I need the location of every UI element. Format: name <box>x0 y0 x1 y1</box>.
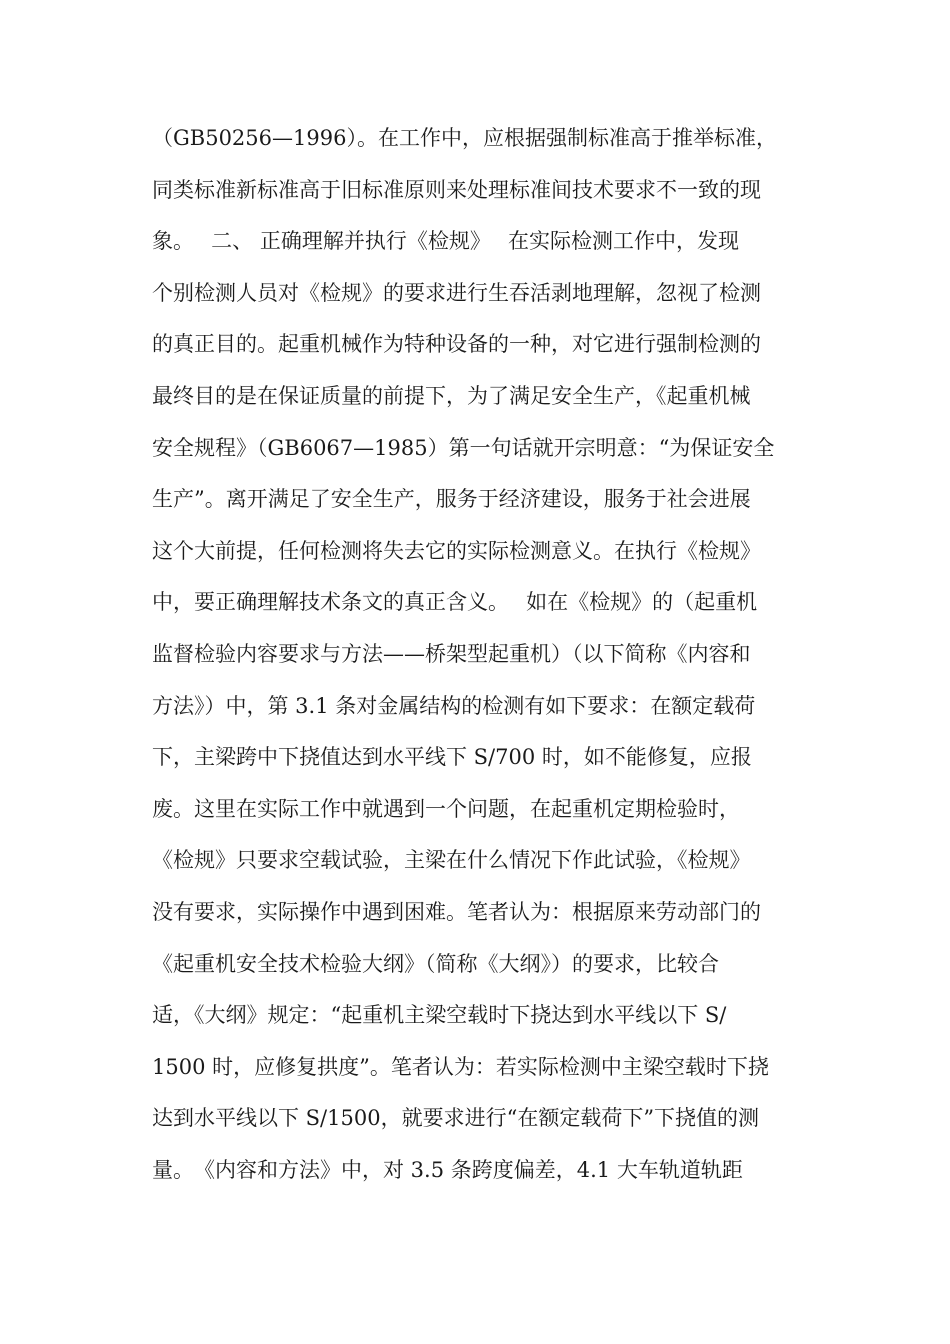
text-line: 生产”。离开满足了安全生产，服务于经济建设，服务于社会进展 <box>152 487 751 512</box>
text-line: 没有要求，实际操作中遇到困难。笔者认为：根据原来劳动部门的 <box>152 899 761 924</box>
text-line: 达到水平线以下 S/1500，就要求进行“在额定载荷下”下挠值的测 <box>152 1106 760 1131</box>
text-line: 象。 二、 正确理解并执行《检规》 在实际检测工作中，发现 <box>152 229 740 254</box>
text-line: 监督检验内容要求与方法——桥架型起重机）（以下简称《内容和 <box>152 641 751 666</box>
text-line: 下，主梁跨中下挠值达到水平线下 S/700 时，如不能修复，应报 <box>152 745 752 770</box>
text-line: 安全规程》（GB6067—1985）第一句话就开宗明意：“为保证安全 <box>152 435 775 460</box>
text-line: 最终目的是在保证质量的前提下，为了满足安全生产，《起重机械 <box>152 383 751 408</box>
text-line: 适，《大纲》规定：“起重机主梁空载时下挠达到水平线以下 S/ <box>152 1003 727 1028</box>
body-text <box>152 116 812 1199</box>
text-line: 废。这里在实际工作中就遇到一个问题，在起重机定期检验时， <box>152 796 740 821</box>
text-line: 《起重机安全技术检验大纲》（简称《大纲》）的要求，比较合 <box>152 951 719 976</box>
text-line: （GB50256—1996）。在工作中，应根据强制标准高于推举标准， <box>152 126 777 150</box>
text-line: 同类标准新标准高于旧标准原则来处理标准间技术要求不一致的现 <box>152 177 761 202</box>
text-line: 的真正目的。起重机械作为特种设备的一种，对它进行强制检测的 <box>152 332 761 357</box>
text-line: 这个大前提，任何检测将失去它的实际检测意义。在执行《检规》 <box>152 538 761 563</box>
text-line: 个别检测人员对《检规》的要求进行生吞活剥地理解，忽视了检测 <box>152 280 761 305</box>
text-line: 方法》）中，第 3.1 条对金属结构的检测有如下要求：在额定载荷 <box>152 693 756 718</box>
text-line: 《检规》只要求空载试验，主梁在什么情况下作此试验，《检规》 <box>152 848 751 873</box>
text-line: 1500 时，应修复拱度”。笔者认为：若实际检测中主梁空载时下挠 <box>152 1054 769 1079</box>
text-line: 中，要正确理解技术条文的真正含义。 如在《检规》的（起重机 <box>152 590 758 615</box>
text-line: 量。 《内容和方法》中，对 3.5 条跨度偏差，4.1 大车轨道轨距 <box>152 1157 743 1182</box>
